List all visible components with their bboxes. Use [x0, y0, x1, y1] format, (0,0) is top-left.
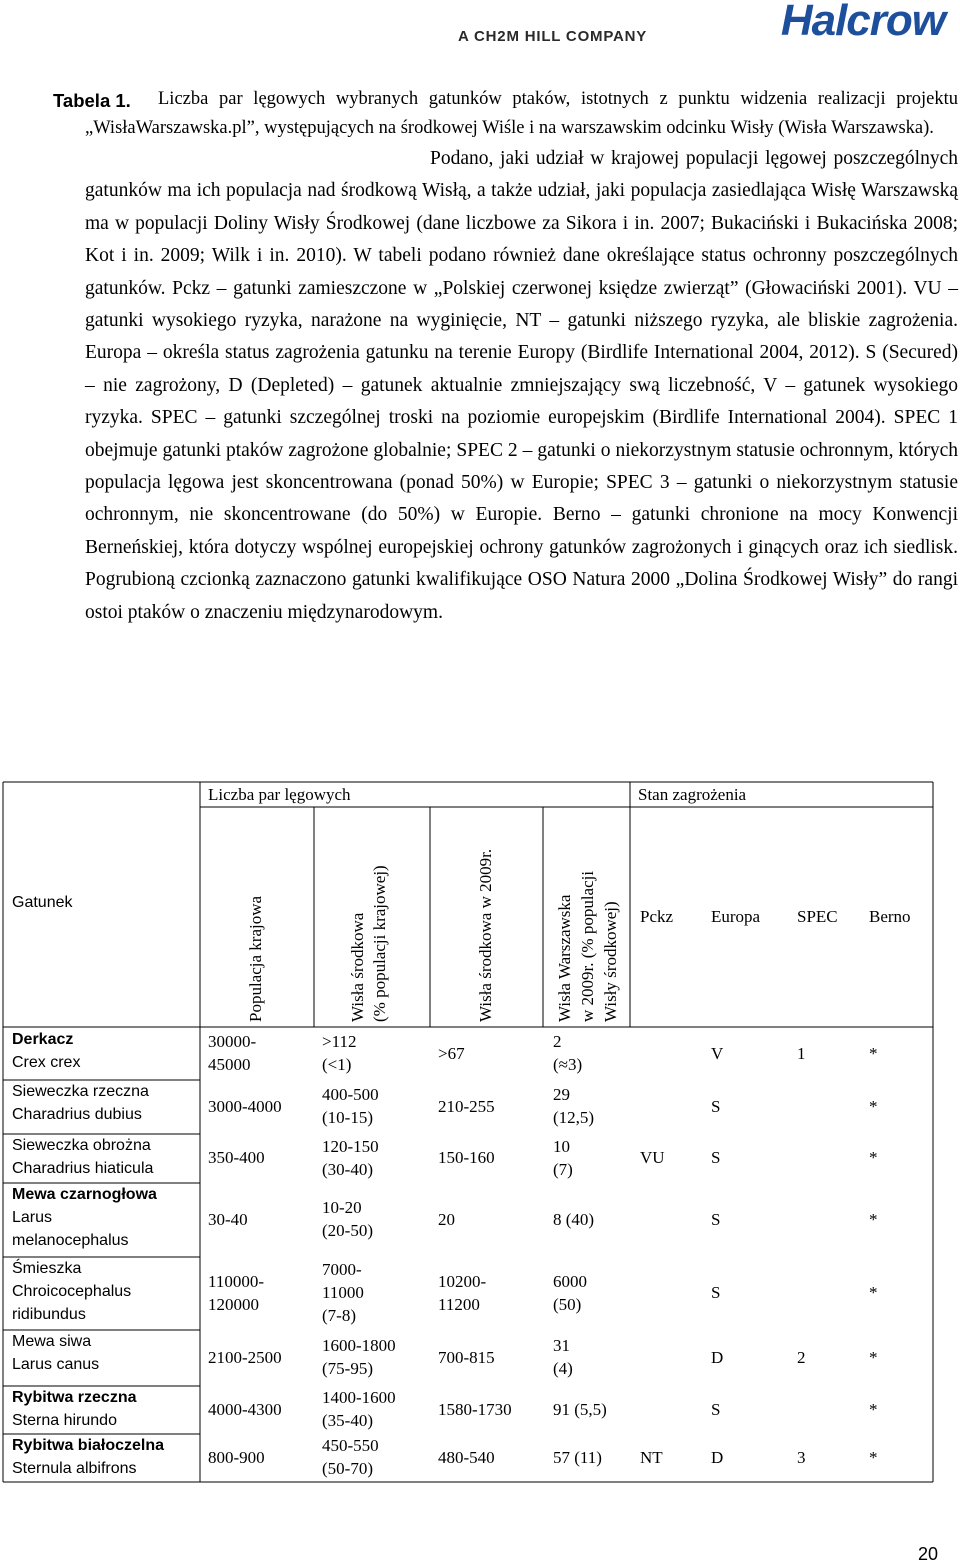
- cell-europa: D: [711, 1347, 724, 1367]
- species-name: Rybitwa białoczelna: [12, 1437, 165, 1454]
- cell-middle: 10-20 (20-50): [322, 1198, 373, 1240]
- species-name: Sieweczka rzeczna: [12, 1083, 149, 1100]
- cell-warsaw: 31 (4): [553, 1336, 573, 1378]
- cell-europa: S: [711, 1399, 721, 1419]
- cell-middle: 120-150 (30-40): [322, 1136, 379, 1179]
- header-spec: SPEC: [797, 907, 838, 926]
- cell-spec: 1: [797, 1043, 806, 1063]
- header-warsaw: Wisła Warszawska w 2009r. (% populacji Wisły środkowej): [555, 870, 620, 1022]
- cell-middle: 1400-1600 (35-40): [322, 1388, 396, 1430]
- cell-warsaw: 57 (11): [553, 1447, 602, 1467]
- cell-pckz: NT: [640, 1447, 663, 1467]
- species-cell: [12, 1134, 198, 1180]
- cell-spec: 3: [797, 1447, 806, 1467]
- species-latin-name: Chroicocephalus ridibundus: [12, 1283, 132, 1323]
- species-latin-name: Charadrius hiaticula: [12, 1160, 154, 1177]
- cell-berno: *: [869, 1399, 878, 1419]
- species-latin-name: Larus canus: [12, 1356, 100, 1373]
- header-counts: Liczba par lęgowych: [208, 785, 351, 804]
- species-cell: [12, 1386, 198, 1432]
- cell-berno: *: [869, 1043, 878, 1063]
- cell-national: 110000- 120000: [208, 1271, 265, 1314]
- species-cell: [12, 1330, 198, 1376]
- cell-europa: S: [711, 1096, 721, 1116]
- species-cell: [12, 1080, 198, 1126]
- cell-national: 4000-4300: [208, 1399, 282, 1419]
- cell-berno: *: [869, 1148, 878, 1167]
- cell-warsaw: 2 (≈3): [553, 1032, 583, 1074]
- caption-label: Tabela 1.: [53, 90, 131, 111]
- cell-middle2009: >67: [438, 1043, 465, 1063]
- page-number: 20: [917, 1544, 938, 1564]
- cell-middle: 7000- 11000 (7-8): [322, 1260, 364, 1325]
- cell-middle2009: 210-255: [438, 1096, 495, 1116]
- header-status: Stan zagrożenia: [638, 785, 747, 804]
- cell-national: 800-900: [208, 1447, 265, 1467]
- logo-tagline: A CH2M HILL COMPANY: [458, 28, 648, 45]
- cell-warsaw: 91 (5,5): [553, 1399, 607, 1419]
- cell-national: 3000-4000: [208, 1096, 282, 1116]
- species-latin-name: Larus melanocephalus: [12, 1209, 129, 1249]
- cell-middle2009: 20: [438, 1209, 455, 1229]
- cell-europa: S: [711, 1209, 721, 1229]
- header-species: Gatunek: [12, 894, 73, 911]
- cell-middle2009: 1580-1730: [438, 1399, 512, 1419]
- header-middle-2009: Wisła środkowa w 2009r.: [476, 848, 495, 1022]
- header-europa: Europa: [711, 907, 761, 926]
- header-national: Populacja krajowa: [246, 895, 265, 1022]
- cell-middle: 450-550 (50-70): [322, 1436, 379, 1478]
- cell-middle: 400-500 (10-15): [322, 1085, 379, 1127]
- species-latin-name: Sterna hirundo: [12, 1412, 117, 1429]
- species-cell: [12, 1434, 198, 1480]
- species-name: Mewa czarnogłowa: [12, 1186, 157, 1203]
- species-name: Sieweczka obrożna: [12, 1137, 151, 1154]
- cell-warsaw: 8 (40): [553, 1209, 595, 1229]
- cell-national: 30000- 45000: [208, 1032, 257, 1074]
- caption-text-1: Liczba par lęgowych wybranych gatunków ptaków, istotnych z punktu widzenia realizacji projektu „WisłaWarszawska.pl”, występujących na środkowej Wiśle i na warszawskim odcinku Wisły (Wisła Warszawska).: [85, 89, 958, 138]
- header-middle: Wisła środkowa (% populacji krajowej): [348, 865, 389, 1022]
- species-cell: [12, 1183, 198, 1252]
- cell-pckz: VU: [640, 1148, 665, 1167]
- species-cell: [12, 1028, 198, 1074]
- species-latin-name: Charadrius dubius: [12, 1106, 142, 1123]
- cell-warsaw: 10 (7): [553, 1136, 573, 1179]
- cell-middle2009: 700-815: [438, 1347, 495, 1367]
- cell-europa: S: [711, 1148, 721, 1167]
- caption-text-2: Podano, jaki udział w krajowej populacji lęgowej poszczególnych gatunków ma ich populacja nad środkową Wisłą, a także udział, jaki populacja zasiedlająca Wisłę Warszawską ma w populacji Doliny Wisły Środkowej (dane liczbowe za Sikora i in. 2007; Bukaciński i Bukacińska 2008; Kot i in. 2009; Wilk i in. 2010). W tabeli podano również dane określające status ochronny poszczególnych gatunków. Pckz – gatunki zamieszczone w „Polskiej czerwonej księdze zwierząt” (Głowaciński 2001). VU – gatunki wysokiego ryzyka, narażone na wyginięcie, NT – gatunki niższego ryzyka, ale bliskie zagrożenia. Europa – określa status zagrożenia gatunku na terenie Europy (Birdlife International 2004, 2012). S (Secured) – nie zagrożony, D (Depleted) – gatunek aktualnie zmniejszający swą liczebność, V – gatunek wysokiego ryzyka. SPEC – gatunki szczególnej troski na poziomie europejskim (Birdlife International 2004). SPEC 1 obejmuje gatunki ptaków zagrożone globalnie; SPEC 2 – gatunki o niekorzystnym statusie ochronnym, których populacja lęgowa jest skoncentrowana (ponad 50%) w Europie; SPEC 3 – gatunki o niekorzystnym statusie ochronnym, nie skoncentrowane (do 50%) w Europie. Berno – gatunki chronione na mocy Konwencji Berneńskiej, która dotyczy wspólnej europejskiej ochrony gatunków zagrożonych i ginących oraz ich siedlisk. Pogrubioną czcionką zaznaczono gatunki kwalifikujące OSO Natura 2000 „Dolina Środkowej Wisły” do rangi ostoi ptaków o znaczeniu międzynarodowym.: [85, 148, 958, 623]
- species-name: Derkacz: [12, 1031, 74, 1048]
- cell-berno: *: [869, 1447, 878, 1467]
- cell-europa: D: [711, 1447, 724, 1467]
- species-latin-name: Crex crex: [12, 1054, 81, 1071]
- cell-berno: *: [869, 1283, 878, 1302]
- cell-berno: *: [869, 1347, 878, 1367]
- cell-national: 350-400: [208, 1148, 265, 1167]
- species-latin-name: Sternula albifrons: [12, 1460, 137, 1477]
- cell-warsaw: 29 (12,5): [553, 1085, 595, 1127]
- cell-europa: S: [711, 1283, 721, 1302]
- cell-national: 2100-2500: [208, 1347, 282, 1367]
- cell-middle: >112 (<1): [322, 1032, 357, 1074]
- header-berno: Berno: [869, 907, 911, 926]
- cell-middle2009: 10200- 11200: [438, 1271, 487, 1314]
- cell-warsaw: 6000 (50): [553, 1271, 587, 1314]
- logo-brand: Halcrow: [780, 0, 945, 45]
- species-cell: [12, 1257, 198, 1326]
- cell-middle: 1600-1800 (75-95): [322, 1336, 396, 1378]
- cell-national: 30-40: [208, 1209, 248, 1229]
- species-name: Mewa siwa: [12, 1333, 92, 1350]
- cell-middle2009: 480-540: [438, 1447, 495, 1467]
- cell-berno: *: [869, 1209, 878, 1229]
- cell-middle2009: 150-160: [438, 1148, 495, 1167]
- cell-europa: V: [711, 1043, 724, 1063]
- species-name: Rybitwa rzeczna: [12, 1389, 137, 1406]
- header-pckz: Pckz: [640, 907, 674, 926]
- cell-spec: 2: [797, 1347, 806, 1367]
- species-name: Śmieszka: [12, 1260, 82, 1277]
- cell-berno: *: [869, 1096, 878, 1116]
